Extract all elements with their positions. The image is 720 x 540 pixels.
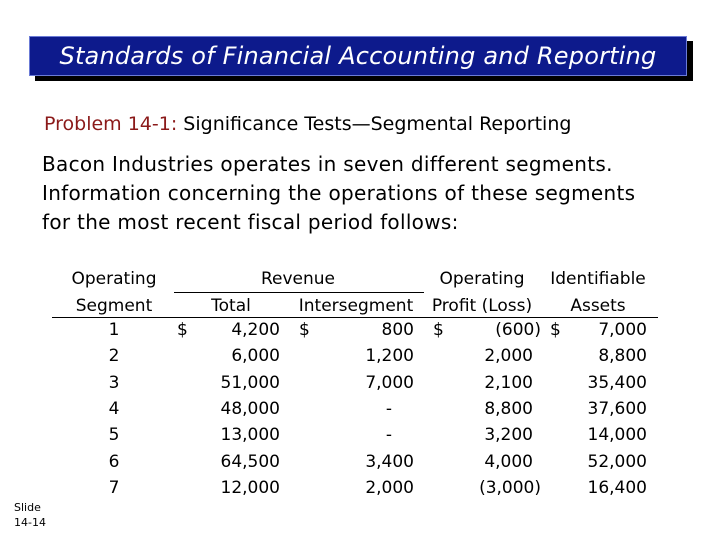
header-total: Total	[211, 296, 251, 316]
cell-segment: 1	[108, 320, 120, 340]
header-identifiable: Identifiable	[550, 269, 646, 289]
cell-segment: 2	[108, 346, 120, 366]
cell-assets: 35,400	[587, 373, 647, 393]
slide-number	[14, 500, 46, 530]
cell-segment: 7	[108, 478, 120, 498]
cell-segment: 3	[108, 373, 120, 393]
cell-assets: 14,000	[587, 425, 647, 445]
cell-total: 13,000	[220, 425, 280, 445]
cell-assets: 37,600	[587, 399, 647, 419]
cell-assets: 52,000	[587, 452, 647, 472]
currency-symbol: $	[550, 320, 561, 340]
cell-segment: 6	[108, 452, 120, 472]
cell-total: 6,000	[231, 346, 280, 366]
header-assets: Assets	[570, 296, 626, 316]
cell-intersegment: 800	[381, 320, 414, 340]
header-intersegment: Intersegment	[298, 296, 414, 316]
cell-total: 4,200	[231, 320, 280, 340]
cell-profit-loss: (3,000)	[479, 478, 541, 498]
currency-symbol: $	[177, 320, 188, 340]
slide-number-value: 14-14	[14, 516, 46, 529]
cell-intersegment: 1,200	[365, 346, 414, 366]
currency-symbol: $	[433, 320, 444, 340]
cell-total: 64,500	[220, 452, 280, 472]
cell-segment: 4	[108, 399, 120, 419]
currency-symbol: $	[299, 320, 310, 340]
cell-assets: 16,400	[587, 478, 647, 498]
cell-profit-loss: 8,800	[484, 399, 533, 419]
cell-intersegment: 3,400	[365, 452, 414, 472]
cell-profit-loss: 4,000	[484, 452, 533, 472]
cell-profit-loss: (600)	[495, 320, 541, 340]
cell-total: 51,000	[220, 373, 280, 393]
header-operating-2: Operating	[439, 269, 525, 289]
problem-title: Significance Tests—Segmental Reporting	[183, 113, 572, 135]
problem-number: Problem 14-1:	[44, 113, 178, 135]
cell-total: 48,000	[220, 399, 280, 419]
cell-total: 12,000	[220, 478, 280, 498]
intro-line: Information concerning the operations of these segments	[42, 181, 636, 205]
intro-line: Bacon Industries operates in seven different segments.	[42, 152, 613, 176]
header-revenue: Revenue	[260, 269, 336, 289]
intro-line: for the most recent fiscal period follows:	[42, 210, 459, 234]
header-underline	[52, 317, 658, 318]
cell-profit-loss: 2,100	[484, 373, 533, 393]
cell-profit-loss: 2,000	[484, 346, 533, 366]
cell-intersegment: -	[385, 425, 393, 445]
page-title: Standards of Financial Accounting and Reporting	[59, 42, 657, 70]
cell-intersegment: 7,000	[365, 373, 414, 393]
cell-segment: 5	[108, 425, 120, 445]
cell-intersegment: -	[385, 399, 393, 419]
cell-assets: 7,000	[598, 320, 647, 340]
header-segment: Segment	[75, 296, 153, 316]
header-profit-loss: Profit (Loss)	[431, 296, 533, 316]
cell-intersegment: 2,000	[365, 478, 414, 498]
cell-profit-loss: 3,200	[484, 425, 533, 445]
revenue-underline	[174, 292, 424, 293]
header-operating: Operating	[71, 269, 157, 289]
cell-assets: 8,800	[598, 346, 647, 366]
slide-label: Slide	[14, 501, 41, 514]
